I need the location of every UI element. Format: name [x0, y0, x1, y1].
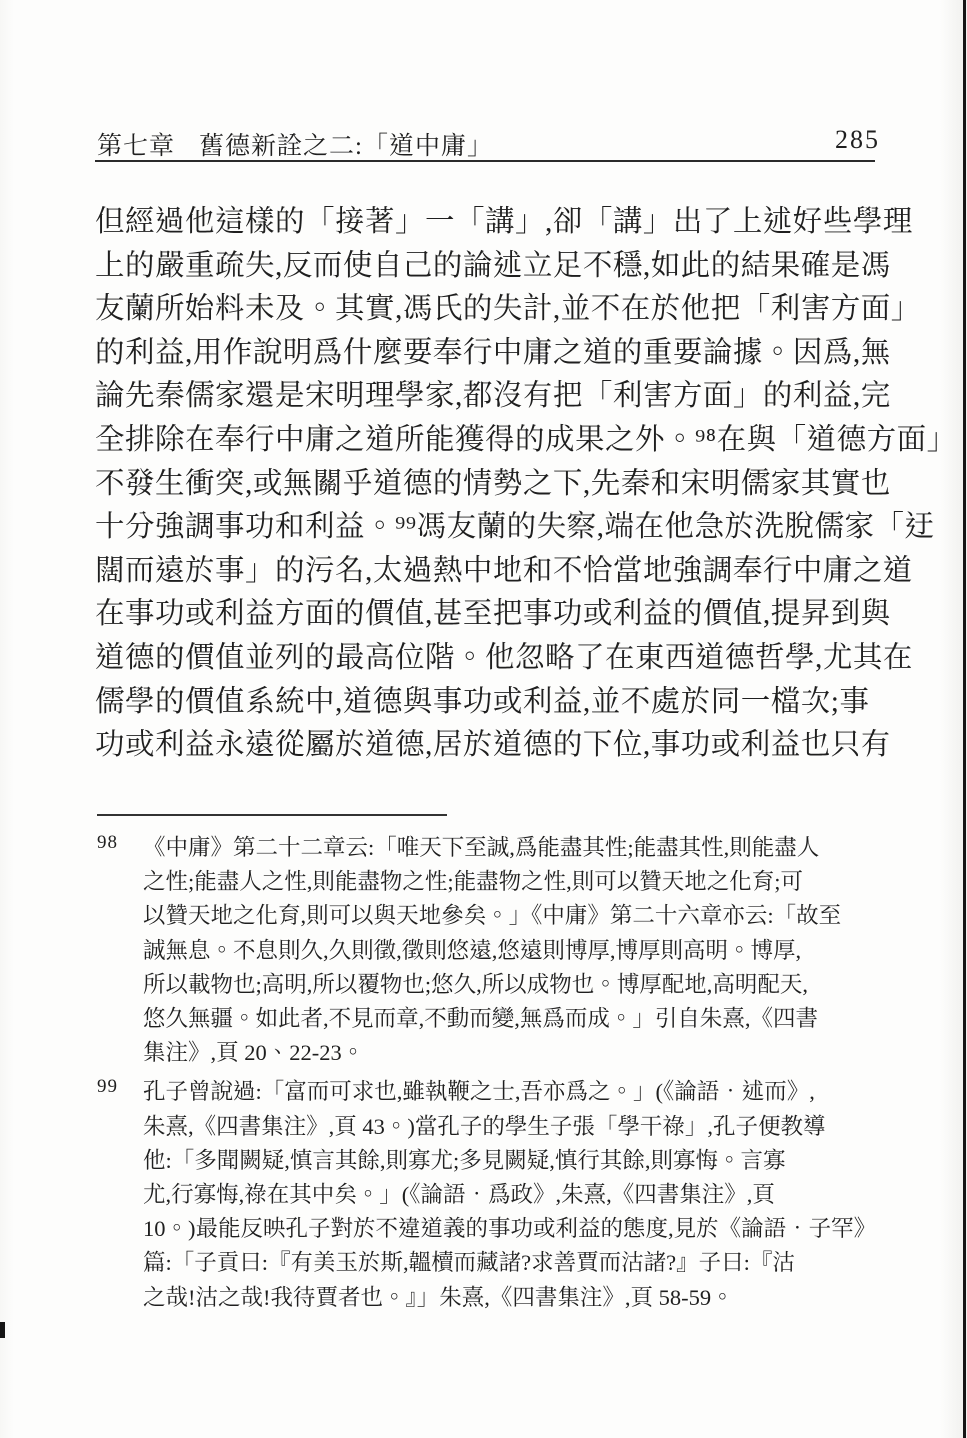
footnote-line: 之哉!沽之哉!我待賈者也。』」朱熹,《四書集注》,頁 58-59。: [143, 1284, 734, 1310]
footnote-line: 朱熹,《四書集注》,頁 43。)當孔子的學生子張「學干祿」,孔子便教導: [143, 1113, 826, 1139]
footnote-line: 孔子曾說過:「富而可求也,雖執鞭之士,吾亦爲之。」(《論語‧述而》,: [143, 1079, 815, 1105]
header-rule: [95, 160, 875, 162]
footnote-line: 悠久無疆。如此者,不見而章,不動而變,無爲而成。」引自朱熹,《四書: [143, 1006, 819, 1032]
chapter-label: 第七章: [97, 133, 176, 160]
footnote-line: 誠無息。不息則久,久則徵,徵則悠遠,悠遠則博厚,博厚則高明。博厚,: [143, 937, 802, 963]
footnote-line: 他:「多聞闕疑,慎言其餘,則寡尤;多見闕疑,慎行其餘,則寡悔。言寡: [143, 1147, 786, 1173]
body-line: 功或利益永遠從屬於道德,居於道德的下位,事功或利益也只有: [95, 729, 891, 762]
body-line: 友蘭所始料未及。其實,馮氏的失計,並不在於他把「利害方面」: [95, 293, 921, 326]
body-line: 的利益,用作說明爲什麼要奉行中庸之道的重要論據。因爲,無: [95, 336, 891, 369]
footnote-line: 之性;能盡人之性,則能盡物之性;能盡物之性,則可以贊天地之化育;可: [143, 869, 804, 895]
footnote-line: 尤,行寡悔,祿在其中矣。」(《論語‧爲政》,朱熹,《四書集注》,頁: [143, 1182, 775, 1208]
footnote-number: 99: [97, 1076, 118, 1098]
body-line: 上的嚴重疏失,反而使自己的論述立足不穩,如此的結果確是馮: [95, 249, 891, 282]
footnote-number: 98: [97, 832, 118, 853]
body-line: 不發生衝突,或無關乎道德的情勢之下,先秦和宋明儒家其實也: [95, 467, 891, 500]
body-line: 道德的價值並列的最高位階。他忽略了在東西道德哲學,尤其在: [95, 641, 913, 674]
body-line: 闊而遠於事」的污名,太過熱中地和不恰當地強調奉行中庸之道: [95, 554, 913, 587]
chapter-title: 舊德新詮之二:「道中庸」: [199, 133, 493, 160]
footnote-line: 《中庸》第二十二章云:「唯天下至誠,爲能盡其性;能盡其性,則能盡人: [143, 835, 820, 860]
page-number: 285: [835, 125, 880, 154]
footnote-text: [143, 831, 887, 1070]
footnote-line: 篇:「子貢曰:『有美玉於斯,韞櫝而藏諸?求善賈而沽諸?』子曰:『沽: [143, 1250, 795, 1276]
body-line: 十分強調事功和利益。⁹⁹馮友蘭的失察,端在他急於洗脫儒家「迂: [95, 511, 935, 544]
body-line: 論先秦儒家還是宋明理學家,都沒有把「利害方面」的利益,完: [95, 380, 891, 413]
scan-left-edge-artifact: [0, 1322, 5, 1338]
body-line: 但經過他這樣的「接著」一「講」,卻「講」出了上述好些學理: [95, 206, 913, 238]
footnote-98: [97, 831, 887, 1070]
footnote-line: 所以載物也;高明,所以覆物也;悠久,所以成物也。博厚配地,高明配天,: [143, 971, 809, 997]
body-line: 在事功或利益方面的價值,甚至把事功或利益的價值,提昇到與: [95, 598, 891, 631]
footnote-line: 集注》,頁 20、22-23。: [143, 1040, 365, 1066]
footnote-99: [97, 1075, 887, 1314]
running-header: [97, 126, 837, 162]
footnotes-section: [97, 831, 887, 1320]
body-line: 全排除在奉行中庸之道所能獲得的成果之外。⁹⁸在與「道德方面」: [95, 423, 957, 456]
footnote-separator-rule: [97, 814, 447, 816]
scan-right-edge-line: [963, 0, 966, 1438]
body-paragraph: [95, 201, 957, 768]
footnote-line: 以贊天地之化育,則可以與天地參矣。」《中庸》第二十六章亦云:「故至: [143, 903, 842, 929]
footnote-text: [143, 1075, 887, 1314]
body-line: 儒學的價值系統中,道德與事功或利益,並不處於同一檔次;事: [95, 685, 870, 718]
footnote-line: 10。)最能反映孔子對於不違道義的事功或利益的態度,見於《論語‧子罕》: [143, 1216, 877, 1242]
